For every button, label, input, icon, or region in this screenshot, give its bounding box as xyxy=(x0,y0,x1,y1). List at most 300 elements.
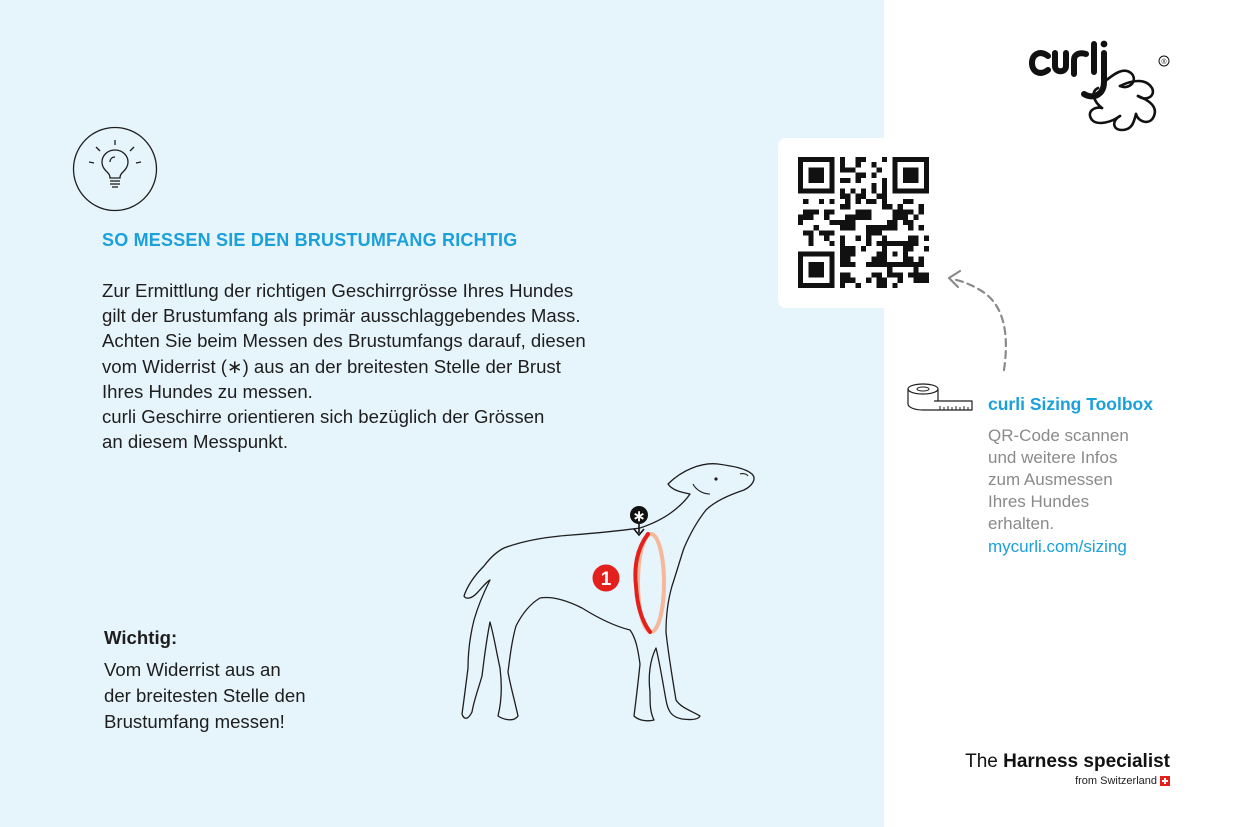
tagline-sub-text: from Switzerland xyxy=(1075,775,1157,787)
qr-module xyxy=(840,283,845,288)
qr-module xyxy=(845,215,850,220)
qr-module xyxy=(887,204,892,209)
qr-module xyxy=(861,246,866,251)
qr-module xyxy=(898,157,903,162)
qr-module xyxy=(908,167,913,172)
qr-module xyxy=(871,257,876,262)
qr-module xyxy=(882,246,887,251)
qr-module xyxy=(814,178,819,183)
qr-module xyxy=(798,272,803,277)
qr-module xyxy=(871,173,876,178)
lightbulb-icon xyxy=(72,126,158,212)
qr-module xyxy=(808,267,813,272)
qr-module xyxy=(798,162,803,167)
body-line: Achten Sie beim Messen des Brustumfangs darauf, diesen xyxy=(102,330,586,352)
qr-module xyxy=(814,167,819,172)
qr-module xyxy=(819,173,824,178)
tagline-bold: Harness specialist xyxy=(1003,751,1170,772)
qr-module xyxy=(814,157,819,162)
qr-module xyxy=(845,220,850,225)
qr-module xyxy=(898,209,903,214)
qr-module xyxy=(798,283,803,288)
qr-module xyxy=(819,230,824,235)
qr-module xyxy=(829,162,834,167)
qr-module xyxy=(924,162,929,167)
qr-module xyxy=(871,272,876,277)
qr-module xyxy=(829,199,834,204)
qr-module xyxy=(819,188,824,193)
qr-module xyxy=(850,167,855,172)
qr-module xyxy=(856,162,861,167)
qr-module xyxy=(924,157,929,162)
qr-module xyxy=(919,225,924,230)
qr-module xyxy=(861,157,866,162)
qr-module xyxy=(819,157,824,162)
qr-module xyxy=(924,167,929,172)
qr-module xyxy=(903,209,908,214)
qr-module xyxy=(814,225,819,230)
qr-module xyxy=(882,194,887,199)
qr-module xyxy=(908,225,913,230)
body-line: gilt der Brustumfang als primär ausschlaggebendes Mass. xyxy=(102,305,581,327)
qr-module xyxy=(840,246,845,251)
qr-module xyxy=(892,188,897,193)
qr-code[interactable] xyxy=(798,157,929,288)
qr-module xyxy=(808,209,813,214)
qr-module xyxy=(829,167,834,172)
qr-module xyxy=(898,272,903,277)
qr-module xyxy=(892,262,897,267)
qr-module xyxy=(908,178,913,183)
qr-module xyxy=(903,167,908,172)
dashed-arrow-icon xyxy=(940,262,1020,374)
qr-module xyxy=(840,272,845,277)
qr-module xyxy=(882,257,887,262)
qr-module xyxy=(840,251,845,256)
qr-module xyxy=(840,162,845,167)
note-text xyxy=(104,657,306,735)
qr-module xyxy=(871,183,876,188)
qr-module xyxy=(824,188,829,193)
toolbox-line: Ihres Hundes xyxy=(988,492,1090,511)
qr-module xyxy=(919,188,924,193)
qr-module xyxy=(871,225,876,230)
qr-module xyxy=(903,241,908,246)
qr-module xyxy=(877,230,882,235)
qr-module xyxy=(829,241,834,246)
qr-module xyxy=(924,272,929,277)
qr-module xyxy=(845,225,850,230)
qr-module xyxy=(903,246,908,251)
qr-module xyxy=(887,267,892,272)
qr-module xyxy=(882,251,887,256)
qr-module xyxy=(919,157,924,162)
qr-module xyxy=(803,157,808,162)
qr-module xyxy=(903,251,908,256)
qr-module xyxy=(924,236,929,241)
qr-module xyxy=(908,209,913,214)
qr-module xyxy=(829,272,834,277)
qr-module xyxy=(808,236,813,241)
qr-module xyxy=(840,278,845,283)
qr-module xyxy=(913,157,918,162)
qr-module xyxy=(908,257,913,262)
qr-module xyxy=(898,278,903,283)
qr-module xyxy=(803,230,808,235)
qr-module xyxy=(824,236,829,241)
qr-module xyxy=(892,162,897,167)
qr-module xyxy=(871,162,876,167)
qr-module xyxy=(866,241,871,246)
qr-module xyxy=(877,194,882,199)
qr-module xyxy=(866,225,871,230)
qr-module xyxy=(898,188,903,193)
withers-symbol: ∗ xyxy=(632,508,646,525)
qr-module xyxy=(903,215,908,220)
qr-module xyxy=(903,178,908,183)
qr-module xyxy=(808,167,813,172)
qr-module xyxy=(913,262,918,267)
qr-module xyxy=(798,167,803,172)
qr-module xyxy=(871,199,876,204)
qr-module xyxy=(919,278,924,283)
qr-module xyxy=(835,220,840,225)
qr-module xyxy=(808,241,813,246)
qr-module xyxy=(866,209,871,214)
toolbox-title: curli Sizing Toolbox xyxy=(988,394,1153,414)
toolbox-line: QR-Code scannen xyxy=(988,426,1129,445)
qr-module xyxy=(892,183,897,188)
toolbox-line: erhalten. xyxy=(988,514,1055,533)
qr-module xyxy=(798,262,803,267)
dog-illustration xyxy=(455,460,765,750)
sizing-link[interactable]: mycurli.com/sizing xyxy=(988,537,1127,556)
body-line: an diesem Messpunkt. xyxy=(102,431,289,453)
qr-module xyxy=(845,278,850,283)
qr-module xyxy=(814,209,819,214)
qr-module xyxy=(829,251,834,256)
qr-module xyxy=(913,178,918,183)
qr-module xyxy=(840,262,845,267)
qr-module xyxy=(877,225,882,230)
qr-module xyxy=(798,183,803,188)
qr-module xyxy=(913,267,918,272)
qr-module xyxy=(892,167,897,172)
qr-module xyxy=(798,267,803,272)
qr-module xyxy=(819,251,824,256)
qr-module xyxy=(840,220,845,225)
qr-module xyxy=(845,204,850,209)
qr-module xyxy=(814,188,819,193)
qr-module xyxy=(919,272,924,277)
qr-module xyxy=(882,157,887,162)
qr-module xyxy=(808,251,813,256)
qr-module xyxy=(924,178,929,183)
qr-module xyxy=(829,209,834,214)
qr-module xyxy=(913,278,918,283)
qr-module xyxy=(808,173,813,178)
qr-module xyxy=(882,262,887,267)
qr-module xyxy=(840,188,845,193)
qr-module xyxy=(803,209,808,214)
body-line: vom Widerrist (∗) aus an der breitesten Stelle der Brust xyxy=(102,355,561,377)
qr-module xyxy=(924,246,929,251)
qr-module xyxy=(924,278,929,283)
qr-module xyxy=(913,173,918,178)
qr-module xyxy=(808,188,813,193)
qr-module xyxy=(798,257,803,262)
qr-module xyxy=(903,199,908,204)
qr-module xyxy=(798,220,803,225)
qr-module xyxy=(845,167,850,172)
qr-module xyxy=(856,178,861,183)
qr-module xyxy=(908,188,913,193)
qr-module xyxy=(840,241,845,246)
qr-module xyxy=(850,262,855,267)
swiss-flag-icon xyxy=(1160,776,1170,786)
qr-module xyxy=(840,194,845,199)
qr-module xyxy=(814,267,819,272)
qr-module xyxy=(856,157,861,162)
qr-module xyxy=(861,188,866,193)
qr-module xyxy=(887,272,892,277)
qr-module xyxy=(882,183,887,188)
qr-module xyxy=(840,157,845,162)
qr-module xyxy=(829,178,834,183)
qr-module xyxy=(913,236,918,241)
qr-module xyxy=(814,272,819,277)
measuring-tape-icon xyxy=(906,382,976,414)
tagline-sub xyxy=(1075,775,1170,787)
qr-module xyxy=(877,251,882,256)
qr-module xyxy=(845,199,850,204)
qr-module xyxy=(808,178,813,183)
qr-module xyxy=(908,241,913,246)
qr-module xyxy=(808,230,813,235)
qr-module xyxy=(845,272,850,277)
qr-module xyxy=(824,230,829,235)
qr-module xyxy=(919,257,924,262)
qr-module xyxy=(892,209,897,214)
qr-module xyxy=(808,215,813,220)
qr-module xyxy=(887,262,892,267)
qr-module xyxy=(919,209,924,214)
qr-module xyxy=(829,173,834,178)
qr-module xyxy=(913,272,918,277)
qr-module xyxy=(913,167,918,172)
toolbox-description xyxy=(988,425,1129,535)
body-line: curli Geschirre orientieren sich bezüglich der Grössen xyxy=(102,406,545,428)
qr-module xyxy=(803,188,808,193)
qr-module xyxy=(840,204,845,209)
qr-module xyxy=(903,157,908,162)
qr-module xyxy=(877,167,882,172)
tagline-prefix: The xyxy=(965,751,998,772)
qr-module xyxy=(840,257,845,262)
qr-module xyxy=(861,209,866,214)
qr-module xyxy=(803,283,808,288)
qr-module xyxy=(908,246,913,251)
qr-module xyxy=(798,157,803,162)
curli-logo xyxy=(1028,36,1178,136)
qr-module xyxy=(882,188,887,193)
qr-module xyxy=(824,283,829,288)
qr-module xyxy=(892,220,897,225)
qr-module xyxy=(871,188,876,193)
qr-module xyxy=(866,236,871,241)
qr-module xyxy=(808,262,813,267)
qr-module xyxy=(908,262,913,267)
qr-module xyxy=(798,278,803,283)
qr-module xyxy=(829,183,834,188)
qr-module xyxy=(829,262,834,267)
qr-module xyxy=(877,283,882,288)
qr-module xyxy=(819,272,824,277)
qr-module xyxy=(908,236,913,241)
qr-module xyxy=(861,194,866,199)
qr-module xyxy=(819,178,824,183)
qr-module xyxy=(819,283,824,288)
qr-module xyxy=(814,283,819,288)
qr-module xyxy=(908,199,913,204)
qr-module xyxy=(919,262,924,267)
qr-module xyxy=(824,157,829,162)
qr-module xyxy=(856,199,861,204)
qr-module xyxy=(829,230,834,235)
qr-module xyxy=(866,199,871,204)
qr-module xyxy=(824,215,829,220)
qr-module xyxy=(877,241,882,246)
toolbox-line: zum Ausmessen xyxy=(988,470,1113,489)
qr-module xyxy=(856,236,861,241)
qr-module xyxy=(903,262,908,267)
qr-module xyxy=(850,251,855,256)
body-paragraph xyxy=(102,278,662,454)
qr-module xyxy=(819,167,824,172)
qr-module xyxy=(882,236,887,241)
qr-module xyxy=(887,241,892,246)
qr-module xyxy=(845,257,850,262)
qr-module xyxy=(798,251,803,256)
qr-module xyxy=(808,157,813,162)
qr-module xyxy=(877,278,882,283)
qr-module xyxy=(850,246,855,251)
qr-module xyxy=(908,173,913,178)
qr-module xyxy=(850,188,855,193)
qr-module xyxy=(919,204,924,209)
qr-module xyxy=(882,178,887,183)
qr-module xyxy=(856,215,861,220)
marker-number: 1 xyxy=(600,569,612,590)
note-line: der breitesten Stelle den xyxy=(104,685,306,706)
qr-module xyxy=(819,267,824,272)
qr-module xyxy=(898,241,903,246)
qr-module xyxy=(829,283,834,288)
qr-module xyxy=(829,188,834,193)
qr-module xyxy=(850,225,855,230)
qr-module xyxy=(856,283,861,288)
qr-module xyxy=(861,173,866,178)
qr-module xyxy=(892,283,897,288)
qr-module xyxy=(882,241,887,246)
qr-module xyxy=(845,251,850,256)
qr-module xyxy=(798,215,803,220)
qr-module xyxy=(892,272,897,277)
qr-module xyxy=(924,188,929,193)
qr-module xyxy=(903,173,908,178)
qr-module xyxy=(798,178,803,183)
qr-module xyxy=(819,199,824,204)
qr-module xyxy=(903,188,908,193)
qr-module xyxy=(898,215,903,220)
qr-module xyxy=(808,283,813,288)
qr-module xyxy=(908,220,913,225)
qr-module xyxy=(808,272,813,277)
tagline xyxy=(965,751,1170,773)
qr-module xyxy=(882,199,887,204)
qr-module xyxy=(882,204,887,209)
dog-outline xyxy=(462,464,754,721)
qr-module xyxy=(829,220,834,225)
qr-module xyxy=(829,278,834,283)
qr-module xyxy=(913,215,918,220)
qr-module xyxy=(803,215,808,220)
qr-module xyxy=(861,215,866,220)
qr-module xyxy=(850,220,855,225)
qr-module xyxy=(798,173,803,178)
qr-module xyxy=(840,178,845,183)
qr-module xyxy=(887,220,892,225)
qr-module xyxy=(913,241,918,246)
qr-module xyxy=(845,194,850,199)
qr-module xyxy=(892,251,897,256)
qr-module xyxy=(887,225,892,230)
qr-module xyxy=(892,173,897,178)
qr-module xyxy=(866,262,871,267)
qr-module xyxy=(803,251,808,256)
qr-module xyxy=(840,236,845,241)
qr-module xyxy=(882,225,887,230)
registered-mark: ® xyxy=(1161,59,1167,66)
qr-module xyxy=(892,241,897,246)
qr-module xyxy=(824,209,829,214)
qr-module xyxy=(845,178,850,183)
qr-module xyxy=(892,215,897,220)
qr-module xyxy=(803,199,808,204)
note-line: Brustumfang messen! xyxy=(104,711,285,732)
qr-module xyxy=(845,262,850,267)
qr-module xyxy=(882,278,887,283)
qr-module xyxy=(903,220,908,225)
qr-module xyxy=(892,157,897,162)
qr-module xyxy=(908,157,913,162)
body-line: Zur Ermittlung der richtigen Geschirrgrösse Ihres Hundes xyxy=(102,280,574,301)
qr-module xyxy=(798,188,803,193)
qr-module xyxy=(829,267,834,272)
qr-module xyxy=(871,230,876,235)
qr-module xyxy=(850,215,855,220)
note-title: Wichtig: xyxy=(104,627,178,648)
qr-module xyxy=(829,157,834,162)
qr-module xyxy=(913,188,918,193)
qr-module xyxy=(892,225,897,230)
qr-module xyxy=(877,272,882,277)
qr-module xyxy=(819,262,824,267)
qr-module xyxy=(877,257,882,262)
qr-module xyxy=(924,173,929,178)
qr-module xyxy=(877,262,882,267)
qr-module xyxy=(908,272,913,277)
